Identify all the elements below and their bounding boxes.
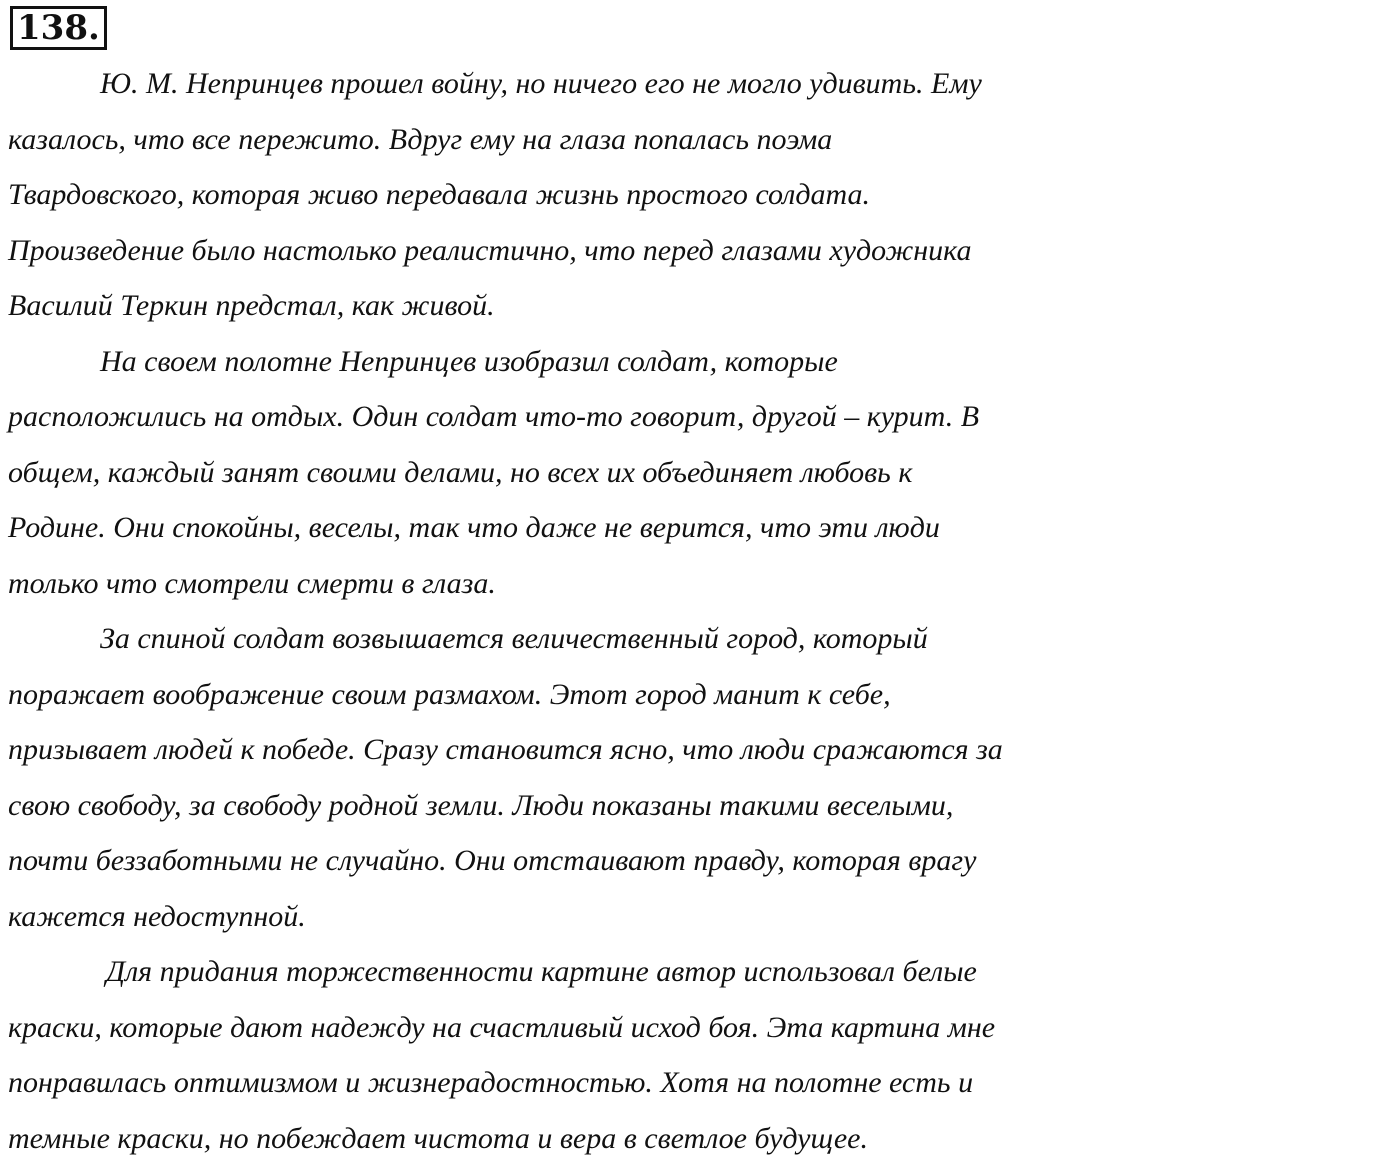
- paragraph-1-line-4: Произведение было настолько реалистично, что перед глазами художника: [8, 223, 1400, 279]
- paragraph-1-line-5: Василий Теркин предстал, как живой.: [8, 278, 1400, 334]
- paragraph-3-line-1: За спиной солдат возвышается величественный город, который: [8, 611, 1400, 667]
- paragraph-2-line-3: общем, каждый занят своими делами, но всех их объединяет любовь к: [8, 445, 1400, 501]
- paragraph-2-line-5: только что смотрели смерти в глаза.: [8, 556, 1400, 612]
- paragraph-3-line-6: кажется недоступной.: [8, 889, 1400, 945]
- exercise-number-box: [10, 6, 107, 50]
- paragraph-3-line-3: призывает людей к победе. Сразу становится ясно, что люди сражаются за: [8, 722, 1400, 778]
- paragraph-3-line-4: свою свободу, за свободу родной земли. Люди показаны такими веселыми,: [8, 778, 1400, 834]
- paragraph-2-line-4: Родине. Они спокойны, веселы, так что даже не верится, что эти люди: [8, 500, 1400, 556]
- paragraph-1-line-2: казалось, что все пережито. Вдруг ему на глаза попалась поэма: [8, 112, 1400, 168]
- paragraph-4-line-1: Для придания торжественности картине автор использовал белые: [8, 944, 1400, 1000]
- paragraph-3-line-2: поражает воображение своим размахом. Этот город манит к себе,: [8, 667, 1400, 723]
- paragraph-4-line-4: темные краски, но побеждает чистота и вера в светлое будущее.: [8, 1111, 1400, 1166]
- paragraph-3-line-5: почти беззаботными не случайно. Они отстаивают правду, которая врагу: [8, 833, 1400, 889]
- exercise-number: 138.: [17, 8, 100, 48]
- paragraph-2-line-1: На своем полотне Непринцев изобразил солдат, которые: [8, 334, 1400, 390]
- paragraph-4-line-3: понравилась оптимизмом и жизнерадостностью. Хотя на полотне есть и: [8, 1055, 1400, 1111]
- paragraph-1-line-3: Твардовского, которая живо передавала жизнь простого солдата.: [8, 167, 1400, 223]
- essay-text: [8, 56, 1400, 1166]
- paragraph-2-line-2: расположились на отдых. Один солдат что-то говорит, другой – курит. В: [8, 389, 1400, 445]
- paragraph-1-line-1: Ю. М. Непринцев прошел войну, но ничего его не могло удивить. Ему: [8, 56, 1400, 112]
- paragraph-4-line-2: краски, которые дают надежду на счастливый исход боя. Эта картина мне: [8, 1000, 1400, 1056]
